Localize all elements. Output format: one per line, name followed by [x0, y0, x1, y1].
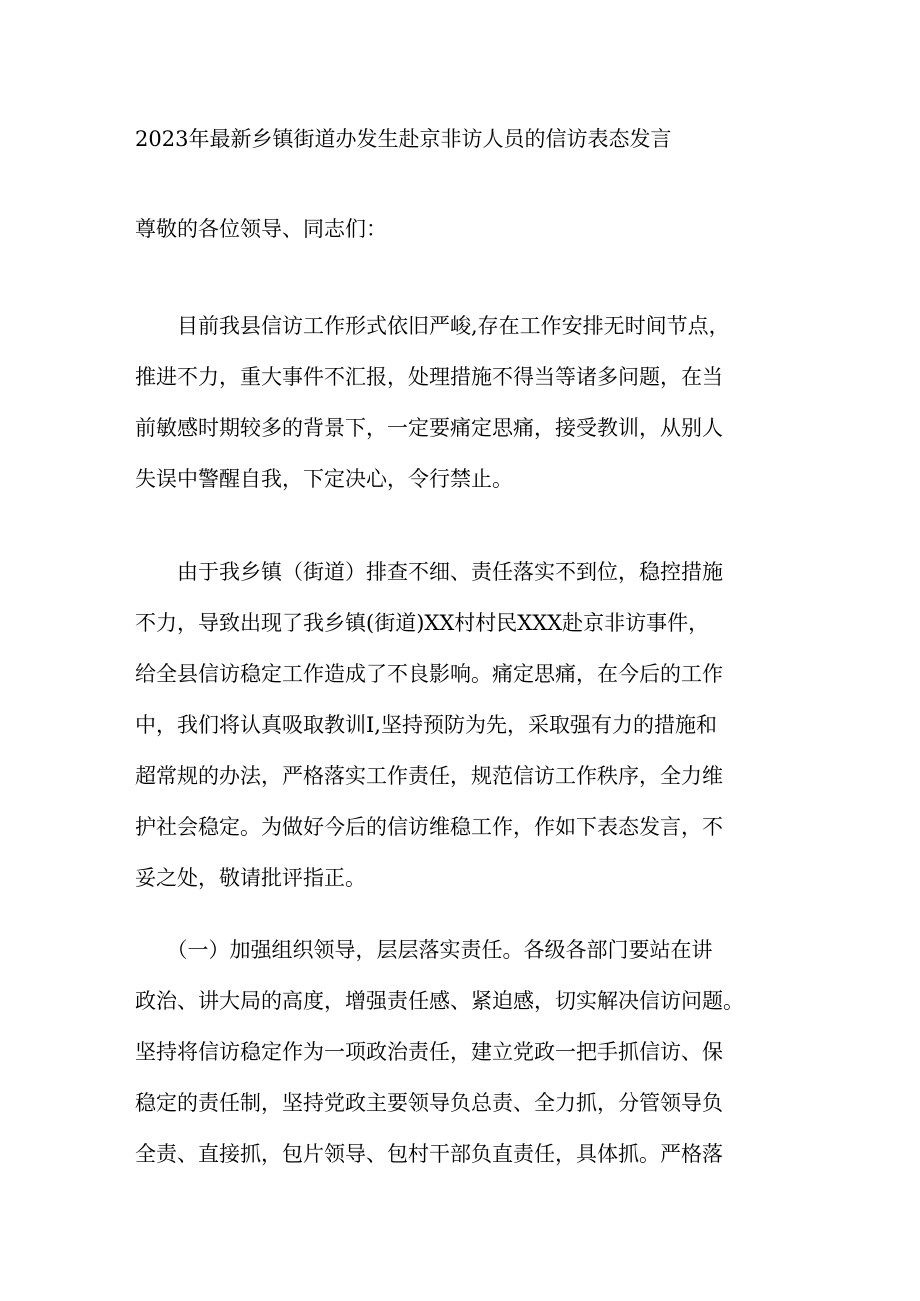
paragraph-2: [135, 557, 785, 914]
paragraph-line: 中，我们将认真吸取教训I,坚持预防为先，采取强有力的措施和: [135, 713, 717, 737]
paragraph-line: 政治、讲大局的高度，增强责任感、紧迫感，切实解决信访问题。: [135, 989, 744, 1013]
paragraph-line: 给全县信访稳定工作造成了不良影响。痛定思痛，在今后的工作: [135, 662, 723, 686]
paragraph-line: 不力，导致出现了我乡镇(街道)XX村村民XXX赴京非访事件，: [135, 611, 710, 635]
paragraph-line: 目前我县信访工作形式依旧严峻,存在工作安排无时间节点，: [135, 314, 730, 338]
paragraph-3: [135, 935, 785, 1190]
paragraph-line: （一）加强组织领导，层层落实责任。各级各部门要站在讲: [135, 938, 713, 962]
paragraph-line: 护社会稳定。为做好今后的信访维稳工作，作如下表态发言，不: [135, 815, 723, 839]
paragraph-line: 由于我乡镇（街道）排查不细、责任落实不到位，稳控措施: [135, 560, 723, 584]
paragraph-line: 失误中警醒自我，下定决心，令行禁止。: [135, 467, 513, 491]
paragraph-1: [135, 311, 785, 515]
paragraph-line: 推进不力，重大事件不汇报，处理措施不得当等诸多问题，在当: [135, 365, 723, 389]
paragraph-line: 前敏感时期较多的背景下，一定要痛定思痛，接受教训，从别人: [135, 416, 723, 440]
paragraph-line: 全责、直接抓，包片领导、包村干部负直责任，具体抓。严格落: [135, 1142, 723, 1166]
paragraph-line: 超常规的办法，严格落实工作责任，规范信访工作秩序，全力维: [135, 764, 723, 788]
paragraph-line: 稳定的责任制，坚持党政主要领导负总责、全力抓，分管领导负: [135, 1091, 723, 1115]
salutation: 尊敬的各位领导、同志们：: [135, 217, 387, 241]
document-title: 2023年最新乡镇街道办发生赴京非访人员的信访表态发言: [135, 127, 672, 151]
paragraph-line: 妥之处，敬请批评指正。: [135, 866, 366, 890]
paragraph-line: 坚持将信访稳定作为一项政治责任，建立党政一把手抓信访、保: [135, 1040, 723, 1064]
